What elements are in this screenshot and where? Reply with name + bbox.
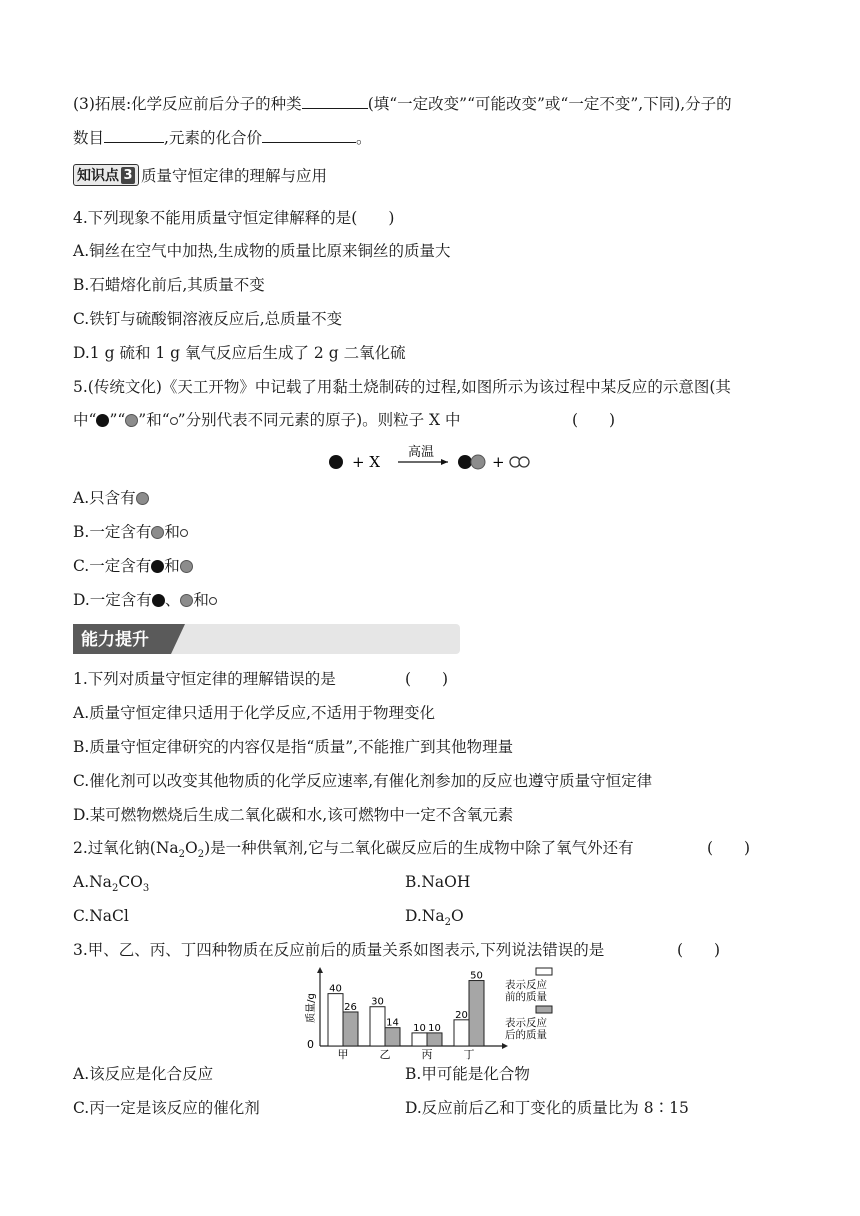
- q4-stem: 4.下列现象不能用质量守恒定律解释的是( ): [73, 209, 395, 227]
- p2-sub: 2: [178, 849, 186, 861]
- bar-value-label: 40: [329, 983, 342, 995]
- p2-text: )是一种供氧剂,它与二氧化碳反应后的生成物中除了氧气外还有: [204, 839, 634, 857]
- small-atom-icon: [180, 529, 188, 537]
- black-atom-icon: [458, 455, 472, 469]
- q5-answer-paren[interactable]: ( ): [572, 411, 616, 429]
- q5-option-text: 和: [164, 557, 180, 575]
- y-axis-arrow-icon: [317, 967, 323, 973]
- p1-stem: 1.下列对质量守恒定律的理解错误的是: [73, 670, 336, 688]
- q3-ext-text: (填“一定改变”“可能改变”或“一定不变”,下同),分子的: [367, 95, 732, 113]
- p2-text: 2.过氧化钠(Na: [73, 839, 179, 857]
- p2-option-text: O: [450, 907, 464, 925]
- p2-answer-paren[interactable]: ( ): [707, 839, 751, 857]
- q5-option-text: C.一定含有: [73, 557, 152, 575]
- p1-option-d[interactable]: D.某可燃物燃烧后生成二氧化碳和水,该可燃物中一定不含氧元素: [73, 806, 514, 824]
- p3-answer-paren[interactable]: ( ): [677, 941, 721, 959]
- p3-option-b[interactable]: B.甲可能是化合物: [405, 1065, 530, 1083]
- q5-option-a[interactable]: [73, 488, 149, 508]
- p2-sub: 3: [142, 883, 150, 895]
- q5-option-text: 和: [164, 523, 180, 541]
- bar-after-3: [469, 981, 484, 1046]
- q5-option-text: 、: [164, 591, 181, 609]
- p3-stem: 3.甲、乙、丙、丁四种物质在反应前后的质量关系如图表示,下列说法错误的是: [73, 941, 605, 959]
- gray-atom-icon: [180, 594, 193, 607]
- legend-swatch: [536, 1006, 552, 1013]
- equation-plus: +: [492, 453, 505, 471]
- knowledge-point-badge: [73, 164, 139, 186]
- q5-option-c[interactable]: [73, 556, 193, 576]
- origin-label: 0: [307, 1038, 314, 1051]
- gray-atom-icon: [125, 414, 138, 427]
- chart-legend: [505, 968, 552, 1041]
- q5-text: ”“: [109, 411, 126, 429]
- q5-text: 中“: [73, 411, 97, 429]
- x-tick-label: 丁: [463, 1048, 475, 1060]
- answer-blank[interactable]: [104, 128, 164, 143]
- gray-atom-icon: [471, 455, 485, 469]
- knowledge-point-header: [73, 164, 327, 186]
- legend-label: 表示反应: [505, 1017, 547, 1029]
- bar-before-1: [370, 1007, 385, 1046]
- legend-label: 后的质量: [505, 1029, 547, 1041]
- bar-value-label: 10: [428, 1022, 441, 1034]
- p3-option-c[interactable]: C.丙一定是该反应的催化剂: [73, 1099, 260, 1117]
- q5-stem-line1: 5.(传统文化)《天工开物》中记载了用黏土烧制砖的过程,如图所示为该过程中某反应的示意图(其: [73, 378, 731, 396]
- bar-value-label: 14: [386, 1017, 399, 1029]
- bar-after-0: [343, 1012, 358, 1046]
- p2-option-text: D.Na: [405, 907, 445, 925]
- p2-sub: 2: [197, 849, 205, 861]
- q5-option-text: B.一定含有: [73, 523, 152, 541]
- reaction-condition: 高温: [408, 445, 435, 460]
- q5-option-text: A.只含有: [73, 489, 136, 507]
- black-atom-icon: [151, 560, 164, 573]
- black-atom-icon: [152, 594, 165, 607]
- reaction-equation: [320, 442, 540, 478]
- q5-option-d[interactable]: [73, 590, 217, 610]
- mass-bar-chart: [300, 966, 565, 1060]
- q3-ext-text: 。: [355, 129, 372, 147]
- bar-value-label: 30: [371, 996, 384, 1008]
- legend-swatch: [536, 968, 552, 975]
- bar-after-2: [427, 1033, 442, 1046]
- q4-option-c[interactable]: C.铁钉与硫酸铜溶液反应后,总质量不变: [73, 310, 343, 328]
- section-header: [73, 624, 460, 654]
- gray-atom-icon: [136, 492, 149, 505]
- bar-before-0: [328, 994, 343, 1046]
- bar-value-label: 50: [470, 970, 483, 982]
- p1-option-a[interactable]: A.质量守恒定律只适用于化学反应,不适用于物理变化: [73, 704, 436, 722]
- x-axis-arrow-icon: [502, 1043, 508, 1049]
- x-tick-label: 丙: [421, 1048, 433, 1060]
- p2-stem: [73, 838, 634, 865]
- p1-option-c[interactable]: C.催化剂可以改变其他物质的化学反应速率,有催化剂参加的反应也遵守质量守恒定律: [73, 772, 653, 790]
- small-atom-icon: [170, 417, 178, 425]
- q5-option-text: 和: [193, 591, 209, 609]
- bar-value-label: 10: [413, 1022, 426, 1034]
- q5-text: ”和“: [138, 411, 170, 429]
- p2-option-d[interactable]: [405, 906, 464, 933]
- x-tick-label: 甲: [337, 1048, 349, 1060]
- small-atom-icon: [209, 597, 217, 605]
- p1-answer-paren[interactable]: ( ): [405, 670, 449, 688]
- x-tick-label: 乙: [379, 1048, 391, 1060]
- q4-option-a[interactable]: A.铜丝在空气中加热,生成物的质量比原来铜丝的质量大: [73, 242, 451, 260]
- q5-option-b[interactable]: [73, 522, 188, 542]
- bar-after-1: [385, 1028, 400, 1046]
- p2-option-a[interactable]: [73, 872, 149, 899]
- knowledge-point-label: 知识点: [77, 168, 119, 184]
- black-atom-icon: [96, 414, 109, 427]
- equation-plus-x: + X: [352, 453, 381, 471]
- q5-option-text: D.一定含有: [73, 591, 152, 609]
- answer-blank[interactable]: [262, 128, 356, 143]
- p2-sub: 2: [444, 917, 451, 929]
- bar-before-3: [454, 1020, 469, 1046]
- bar-value-label: 20: [455, 1009, 468, 1021]
- knowledge-point-number: 3: [121, 167, 135, 184]
- p2-option-text: CO: [118, 873, 143, 891]
- y-axis-label: 质量/g: [306, 993, 317, 1023]
- legend-label: 表示反应: [505, 979, 547, 991]
- p2-option-text: A.Na: [73, 873, 112, 891]
- bar-value-label: 26: [344, 1001, 357, 1013]
- q4-option-d[interactable]: D.1 g 硫和 1 g 氧气反应后生成了 2 g 二氧化硫: [73, 344, 406, 362]
- black-atom-icon: [329, 455, 343, 469]
- legend-label: 前的质量: [505, 991, 547, 1003]
- p1-option-b[interactable]: B.质量守恒定律研究的内容仅是指“质量”,不能推广到其他物理量: [73, 738, 514, 756]
- p2-option-b[interactable]: B.NaOH: [405, 873, 471, 891]
- p3-option-a[interactable]: A.该反应是化合反应: [73, 1065, 214, 1083]
- small-atom-icon: [519, 457, 529, 467]
- p2-option-c[interactable]: C.NaCl: [73, 907, 129, 925]
- bar-before-2: [412, 1033, 427, 1046]
- q3-ext-text: 数目: [73, 129, 105, 147]
- gray-atom-icon: [151, 526, 164, 539]
- q4-option-b[interactable]: B.石蜡熔化前后,其质量不变: [73, 276, 265, 294]
- arrow-head-icon: [441, 459, 448, 465]
- gray-atom-icon: [180, 560, 193, 573]
- q3-ext-line1: [73, 94, 732, 114]
- p3-option-d[interactable]: D.反应前后乙和丁变化的质量比为 8∶15: [405, 1099, 689, 1117]
- q3-ext-text: ,元素的化合价: [164, 129, 262, 147]
- q3-ext-text: (3)拓展:化学反应前后分子的种类: [73, 95, 302, 113]
- q5-stem-line2: [73, 410, 461, 430]
- q3-ext-line2: [73, 128, 371, 148]
- p2-sub: 2: [111, 883, 119, 895]
- section-title: 能力提升: [81, 630, 149, 650]
- answer-blank[interactable]: [302, 94, 368, 109]
- q5-text: ”分别代表不同元素的原子)。则粒子 X 中: [177, 411, 461, 429]
- knowledge-point-title: 质量守恒定律的理解与应用: [141, 167, 328, 185]
- p2-text: O: [185, 839, 198, 857]
